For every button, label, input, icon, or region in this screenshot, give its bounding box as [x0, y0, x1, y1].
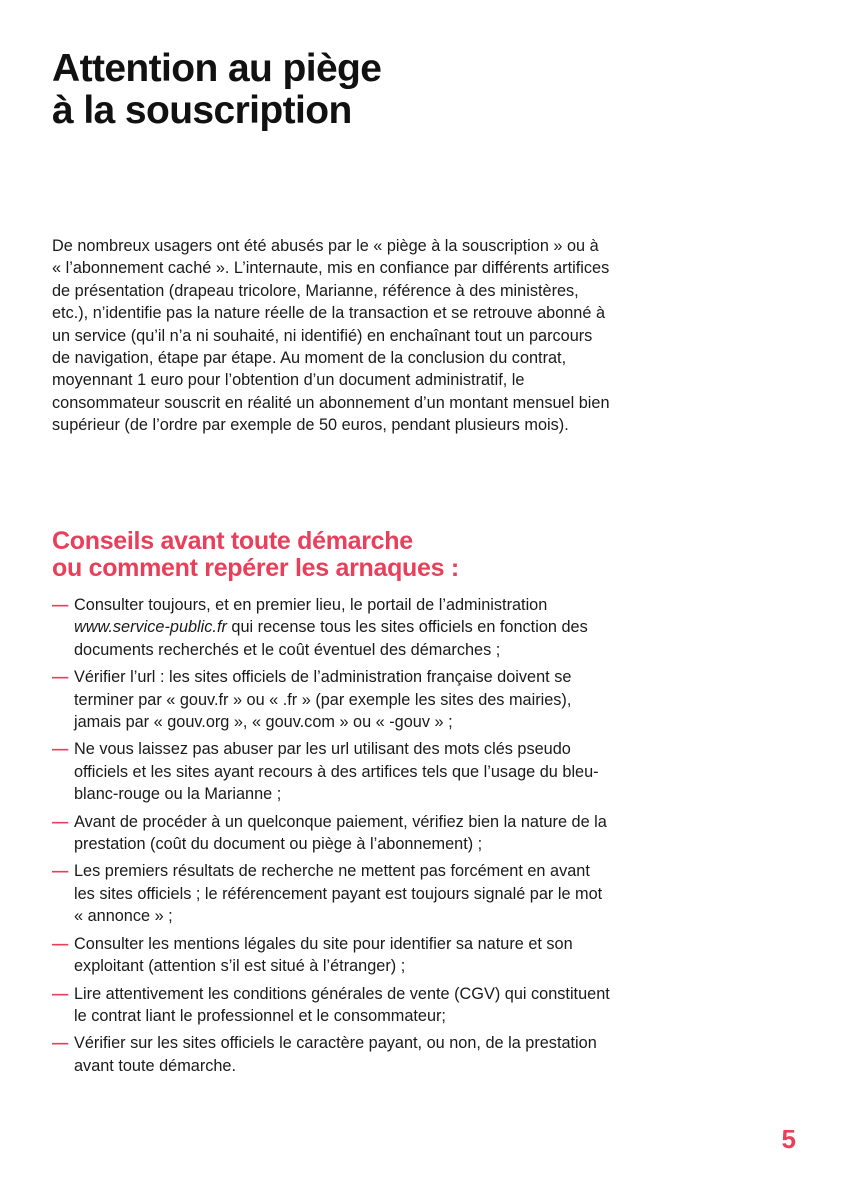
intro-paragraph: De nombreux usagers ont été abusés par le « piège à la souscription » ou à « l’abonnement caché ». L’internaute, mis en confiance par différents artifices de présentation (drapeau tricolore, Marianne, référence à des ministères, etc.), n’identifie pas la nature réelle de la transaction et se retrouve abonné à un service (qu’il n’a ni souhaité, ni identifié) en enchaînant tout un parcours de navigation, étape par étape. Au moment de la conclusion du contrat, moyennant 1 euro pour l’obtention d’un document administratif, le consommateur souscrit en réalité un abonnement d’un montant mensuel bien supérieur (de l’ordre par exemple de 50 euros, pendant plusieurs mois).	[52, 237, 610, 435]
list-item	[52, 860, 612, 927]
dash-bullet: —	[52, 934, 69, 953]
list-item	[52, 594, 612, 661]
tips-heading	[52, 528, 652, 582]
page-number: 5	[781, 1124, 796, 1154]
dash-bullet: —	[52, 668, 69, 687]
list-item	[52, 1032, 612, 1077]
page-title	[52, 48, 652, 132]
list-item-text	[74, 596, 588, 659]
tips-heading-line-1: Conseils avant toute démarche	[52, 527, 413, 555]
list-item	[52, 738, 612, 805]
list-item	[52, 666, 612, 733]
dash-bullet: —	[52, 812, 69, 831]
dash-bullet: —	[52, 740, 69, 759]
list-item-text-before: Consulter toujours, et en premier lieu, le portail de l’administration	[74, 596, 548, 614]
tips-heading-line-2: ou comment repérer les arnaques :	[52, 554, 459, 582]
tips-list	[52, 594, 612, 1082]
list-item-text: Les premiers résultats de recherche ne mettent pas forcément en avant les sites officiels ; le référencement payant est toujours signalé par le mot « annonce » ;	[74, 862, 603, 926]
list-item	[52, 983, 612, 1028]
list-item-text: Ne vous laissez pas abuser par les url utilisant des mots clés pseudo officiels et les sites ayant recours à des artifices tels que l’usage du bleu-blanc-rouge ou la Marianne ;	[74, 740, 599, 804]
list-item-text: Vérifier sur les sites officiels le caractère payant, ou non, de la prestation avant toute démarche.	[74, 1034, 597, 1075]
list-item	[52, 933, 612, 978]
list-item-text: Consulter les mentions légales du site pour identifier sa nature et son exploitant (attention s’il est situé à l’étranger) ;	[74, 934, 573, 976]
list-item-text: Lire attentivement les conditions générales de vente (CGV) qui constituent le contrat liant le professionnel et le consommateur;	[74, 984, 610, 1025]
dash-bullet: —	[52, 984, 69, 1003]
page-title-line-1: Attention au piège	[52, 47, 382, 90]
page-title-line-2: à la souscription	[52, 89, 352, 132]
list-item-text: Vérifier l’url : les sites officiels de l’administration française doivent se terminer par « gouv.fr » ou « .fr » (par exemple les sites des mairies), jamais par « gouv.org », « gouv.com » ou « -gouv » ;	[74, 668, 572, 732]
dash-bullet: —	[52, 862, 69, 881]
list-item-text-after: qui recense tous les sites officiels en fonction des documents recherchés et le coût éventuel des démarches ;	[74, 618, 588, 659]
service-public-url: www.service-public.fr	[74, 618, 227, 637]
dash-bullet: —	[52, 596, 69, 614]
dash-bullet: —	[52, 1034, 69, 1053]
list-item	[52, 811, 612, 856]
list-item-text: Avant de procéder à un quelconque paiement, vérifiez bien la nature de la prestation (coût du document ou piège à l’abonnement) ;	[74, 812, 607, 854]
